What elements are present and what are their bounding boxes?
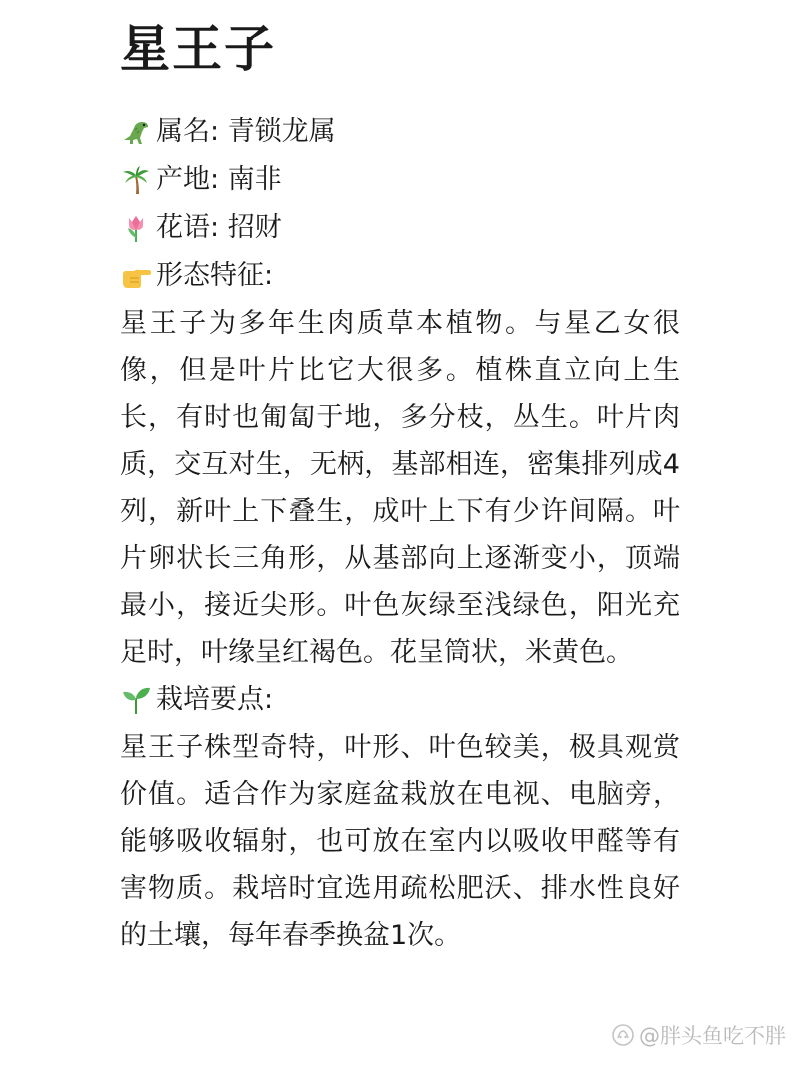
morphology-text: 星王子为多年生肉质草本植物。与星乙女很像，但是叶片比它大很多。植株直立向上生长，有时也匍匐于地，多分枝，丛生。叶片肉质，交互对生，无柄，基部相连，密集排列成4列，新叶上下叠生，成叶上下有少许间隔。叶片卵状长三角形，从基部向上逐渐变小，顶端最小，接近尖形。叶色灰绿至浅绿色，阳光充足时，叶缘呈红褐色。花呈筒状，米黄色。: [120, 308, 680, 668]
cultivation-heading: [120, 676, 680, 724]
field-flower-language-value: 招财: [227, 212, 282, 243]
morphology-heading-text: 形态特征:: [156, 260, 274, 291]
seedling-icon: [120, 684, 152, 716]
cultivation-text: 星王子株型奇特，叶形、叶色较美，极具观赏价值。适合作为家庭盆栽放在电视、电脑旁，能够吸收辐射，也可放在室内以吸收甲醛等有害物质。栽培时宜选用疏松肥沃、排水性良好的土壤，每年春季换盆1次。: [120, 732, 680, 951]
dinosaur-icon: [120, 116, 152, 148]
field-origin-value: 南非: [227, 164, 282, 195]
field-flower-language-label: 花语: [156, 212, 210, 243]
watermark: [611, 1020, 786, 1050]
cultivation-heading-text: 栽培要点:: [156, 684, 274, 715]
pointing-hand-icon: [120, 260, 152, 292]
field-flower-language: 花语 : 招财: [120, 204, 680, 252]
field-origin: 产地 : 南非: [120, 156, 680, 204]
morphology-heading: [120, 252, 680, 300]
page-title: 星王子: [120, 20, 276, 78]
tulip-icon: [120, 212, 152, 244]
field-genus-label: 属名: [156, 116, 210, 147]
article: [120, 18, 680, 959]
palm-tree-icon: [120, 164, 152, 196]
field-genus: 属名 : 青锁龙属: [120, 108, 680, 156]
field-origin-label: 产地: [156, 164, 210, 195]
watermark-text: @胖头鱼吃不胖: [639, 1024, 786, 1048]
field-genus-value: 青锁龙属: [227, 116, 336, 147]
platform-logo-icon: [611, 1023, 635, 1047]
